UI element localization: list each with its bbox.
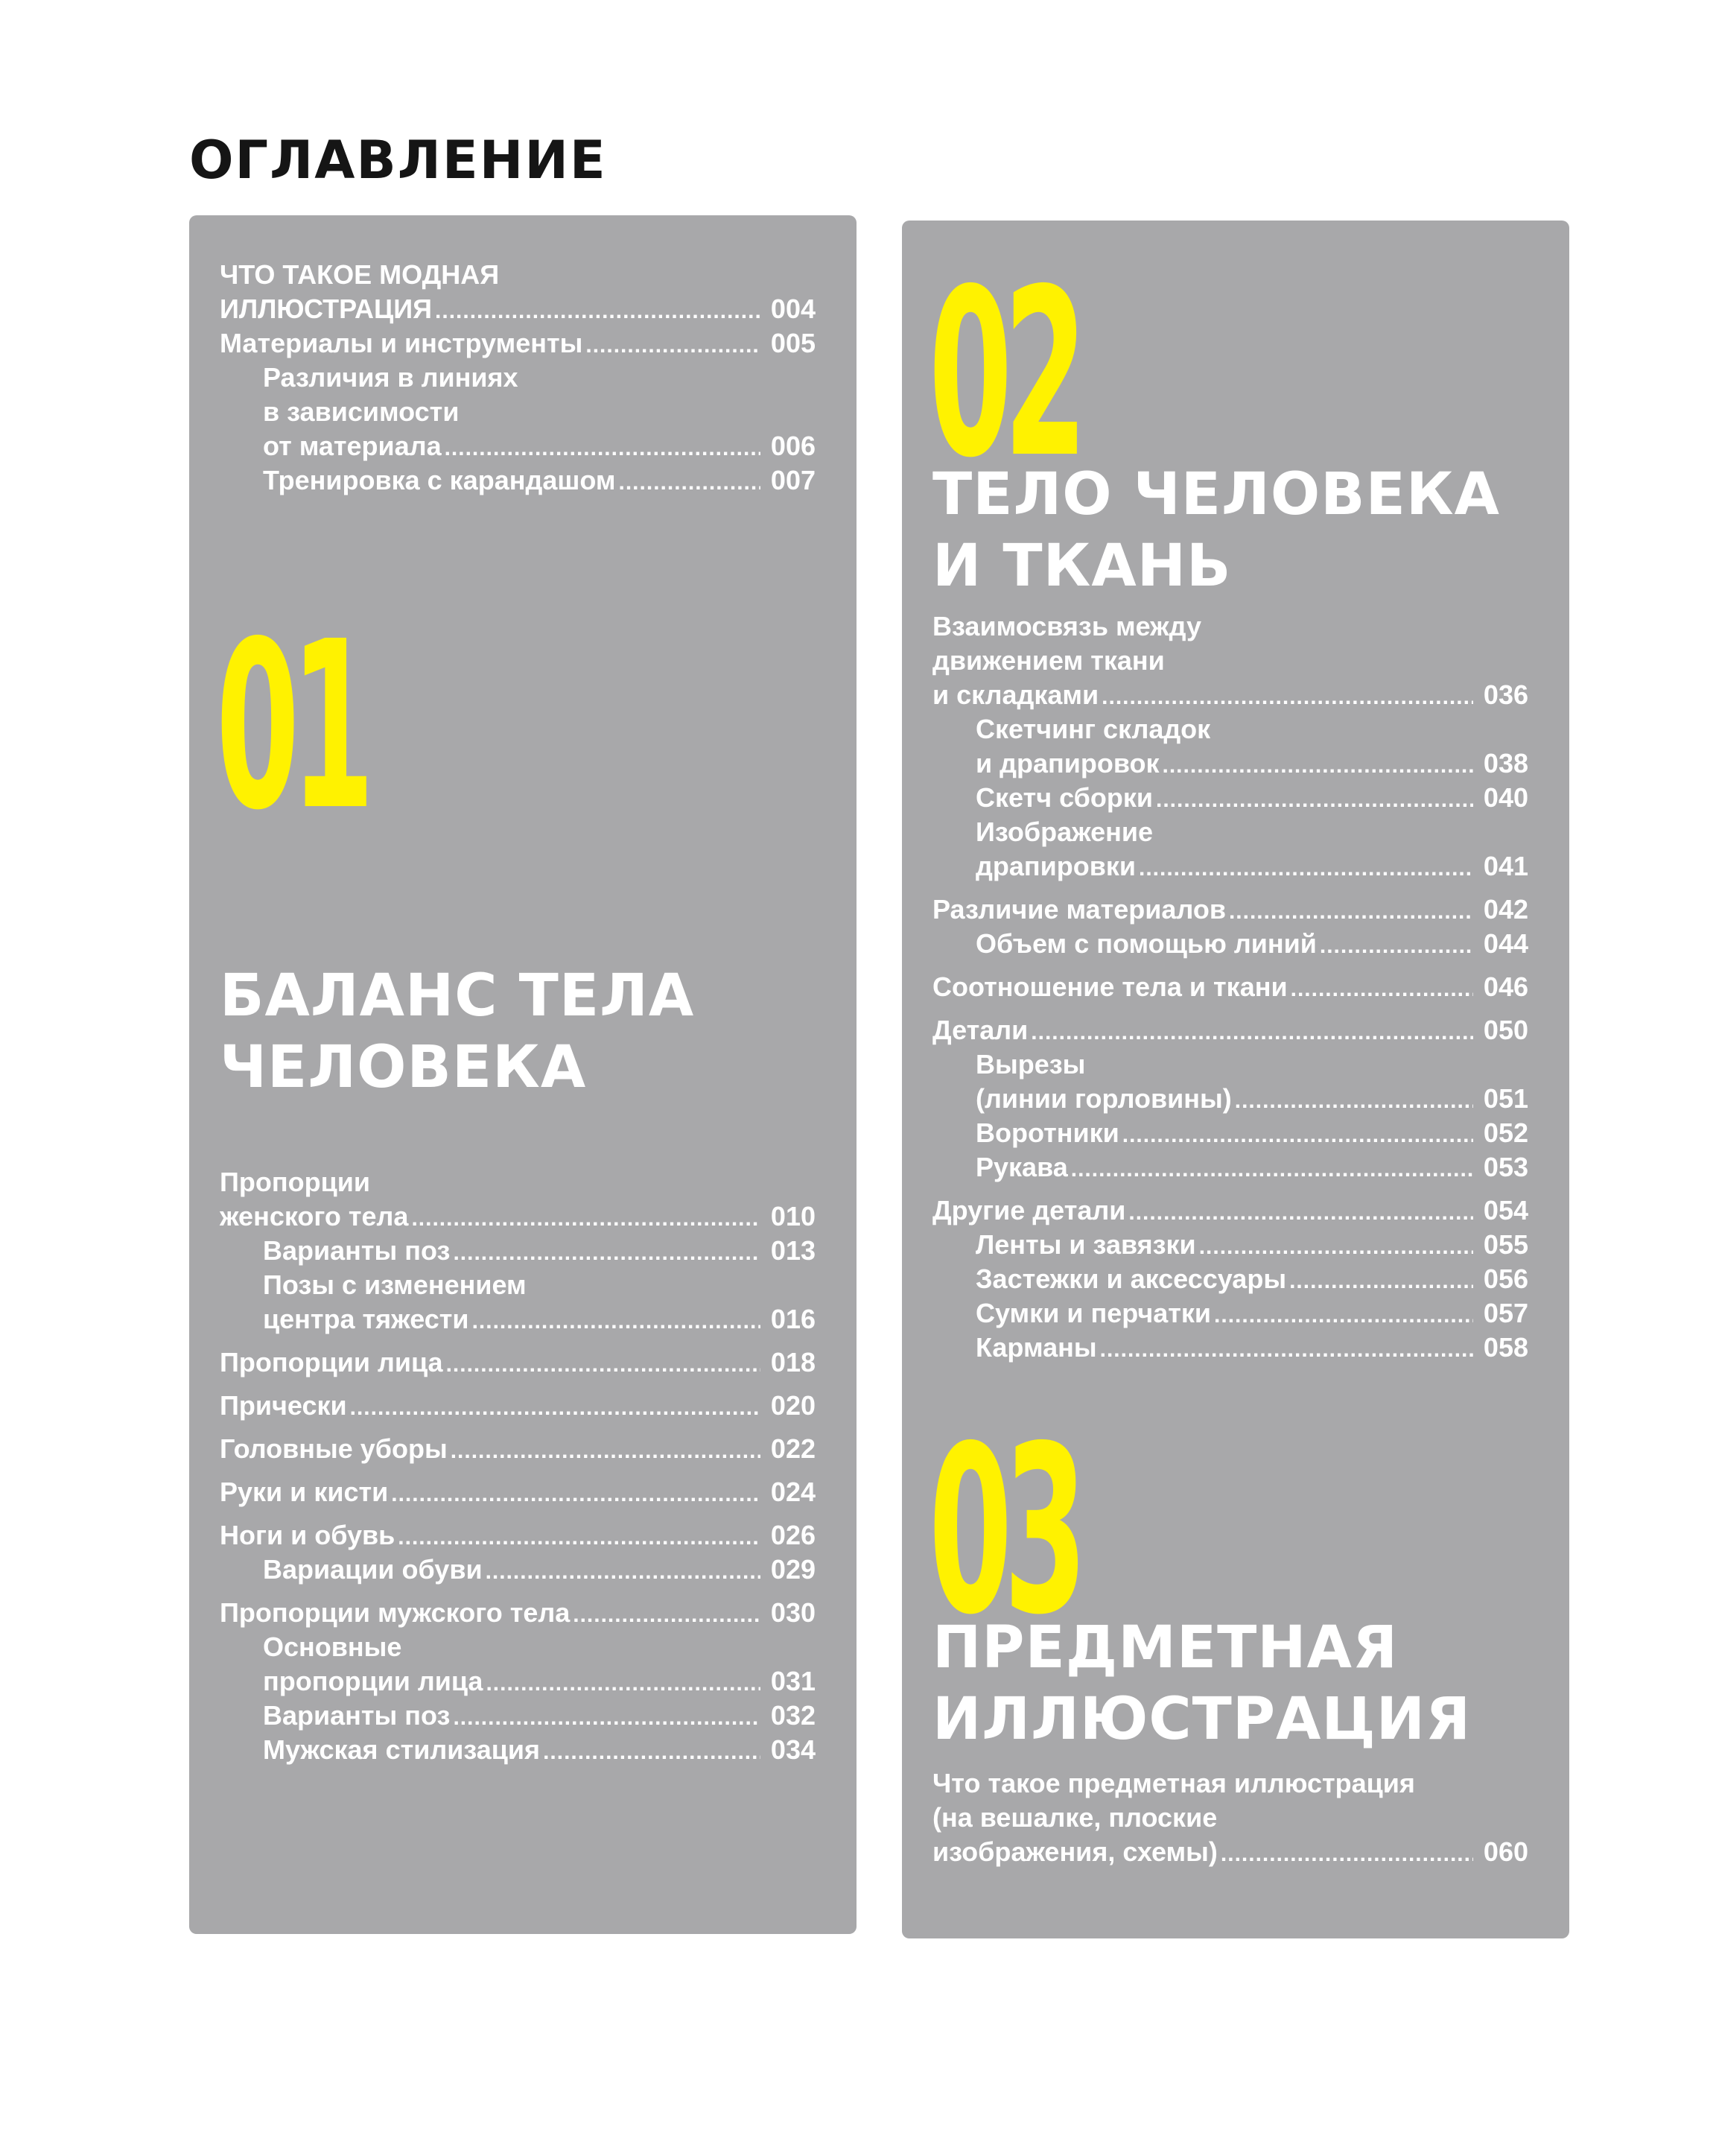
toc-entry-text: Позы с изменением bbox=[263, 1269, 527, 1300]
dot-leader bbox=[486, 1557, 760, 1587]
toc-entry-text: Мужская стилизация bbox=[263, 1734, 541, 1765]
toc-entry[interactable] bbox=[220, 1699, 816, 1733]
toc-entry-text: Объем с помощью линий bbox=[976, 928, 1317, 959]
group-gap bbox=[220, 1509, 816, 1518]
toc-entry[interactable] bbox=[932, 1150, 1528, 1185]
toc-entry-text: Различие материалов bbox=[932, 894, 1226, 925]
toc-entry[interactable] bbox=[932, 892, 1528, 927]
page-number: 020 bbox=[770, 1390, 816, 1421]
toc-entry[interactable] bbox=[932, 1013, 1528, 1047]
toc-entry-text: движением ткани bbox=[932, 645, 1165, 676]
toc-entry-text: Основные bbox=[263, 1632, 402, 1662]
toc-entry-text: в зависимости bbox=[263, 396, 460, 427]
toc-entry[interactable] bbox=[932, 1116, 1528, 1150]
toc-entry[interactable] bbox=[932, 1228, 1528, 1262]
page-number: 042 bbox=[1483, 894, 1528, 925]
chapter-01-title: БАЛАНС ТЕЛА ЧЕЛОВЕКА bbox=[220, 963, 695, 1101]
toc-entry[interactable] bbox=[932, 1262, 1528, 1296]
toc-entry-text: от материала bbox=[263, 431, 442, 461]
toc-entry[interactable] bbox=[220, 326, 816, 361]
page-number: 022 bbox=[770, 1433, 816, 1464]
toc-entry[interactable] bbox=[932, 970, 1528, 1004]
chapter-02-number: 02 bbox=[929, 240, 1079, 509]
toc-entry[interactable] bbox=[932, 1193, 1528, 1228]
toc-entry-text: Головные уборы bbox=[220, 1433, 448, 1464]
dot-leader bbox=[453, 1703, 760, 1733]
toc-entry-text: Застежки и аксессуары bbox=[976, 1264, 1287, 1294]
dot-leader bbox=[1128, 1198, 1473, 1228]
page-number: 044 bbox=[1483, 928, 1528, 959]
toc-entry[interactable] bbox=[220, 1234, 816, 1268]
page-number: 040 bbox=[1483, 782, 1528, 813]
toc-entry-line bbox=[932, 1047, 1528, 1082]
toc-entry[interactable] bbox=[220, 292, 816, 326]
toc-entry-line bbox=[220, 361, 816, 395]
page-number: 041 bbox=[1483, 851, 1528, 881]
chapter-02-entries bbox=[932, 609, 1528, 1365]
dot-leader bbox=[453, 1238, 760, 1268]
toc-entry-text: Соотношение тела и ткани bbox=[932, 971, 1288, 1002]
toc-entry-text: Взаимосвязь между bbox=[932, 611, 1201, 641]
dot-leader bbox=[435, 297, 760, 326]
toc-entry-line bbox=[220, 1630, 816, 1664]
toc-entry-text: центра тяжести bbox=[263, 1304, 469, 1334]
dot-leader bbox=[1031, 1018, 1473, 1047]
toc-entry-text: и складками bbox=[932, 679, 1099, 710]
page-number: 034 bbox=[770, 1734, 816, 1765]
dot-leader bbox=[1071, 1155, 1473, 1185]
toc-entry-text: (линии горловины) bbox=[976, 1083, 1232, 1114]
page-number: 038 bbox=[1483, 748, 1528, 779]
toc-entry-line bbox=[220, 258, 816, 292]
toc-entry-line bbox=[220, 1165, 816, 1199]
toc-entry[interactable] bbox=[220, 1596, 816, 1630]
toc-entry-line bbox=[932, 1801, 1528, 1835]
page-number: 032 bbox=[770, 1700, 816, 1731]
toc-entry[interactable] bbox=[932, 1296, 1528, 1331]
toc-entry[interactable] bbox=[932, 678, 1528, 712]
toc-entry[interactable] bbox=[932, 927, 1528, 961]
toc-entry-text: изображения, схемы) bbox=[932, 1836, 1218, 1867]
page-number: 013 bbox=[770, 1235, 816, 1266]
toc-entry[interactable] bbox=[932, 746, 1528, 781]
page-number: 005 bbox=[770, 328, 816, 358]
chapter-03-number: 03 bbox=[929, 1397, 1079, 1666]
page-number: 054 bbox=[1483, 1195, 1528, 1226]
dot-leader bbox=[486, 1669, 760, 1699]
toc-entry-text: Руки и кисти bbox=[220, 1477, 389, 1507]
page-number: 060 bbox=[1483, 1836, 1528, 1867]
page-number: 058 bbox=[1483, 1332, 1528, 1363]
toc-entry-text: Пропорции bbox=[220, 1167, 370, 1197]
toc-entry[interactable] bbox=[932, 1835, 1528, 1869]
dot-leader bbox=[1100, 1335, 1473, 1365]
toc-entry-text: (на вешалке, плоские bbox=[932, 1802, 1218, 1833]
toc-entry-text: Рукава bbox=[976, 1152, 1068, 1182]
dot-leader bbox=[585, 331, 760, 361]
page-number: 006 bbox=[770, 431, 816, 461]
dot-leader bbox=[1122, 1120, 1473, 1150]
toc-entry[interactable] bbox=[220, 463, 816, 498]
toc-entry-text: Варианты поз bbox=[263, 1700, 451, 1731]
page-number: 052 bbox=[1483, 1117, 1528, 1148]
toc-entry-text: Детали bbox=[932, 1015, 1029, 1045]
dot-leader bbox=[398, 1523, 760, 1553]
dot-leader bbox=[451, 1436, 760, 1466]
page-number: 004 bbox=[770, 294, 816, 324]
toc-entry[interactable] bbox=[220, 1345, 816, 1380]
group-gap bbox=[220, 1466, 816, 1475]
toc-entry-text: и драпировок bbox=[976, 748, 1160, 779]
dot-leader bbox=[1199, 1232, 1473, 1262]
dot-leader bbox=[1229, 897, 1473, 927]
dot-leader bbox=[1139, 854, 1473, 884]
dot-leader bbox=[1102, 682, 1473, 712]
intro-entries bbox=[220, 258, 816, 498]
page-number: 024 bbox=[770, 1477, 816, 1507]
page-number: 056 bbox=[1483, 1264, 1528, 1294]
dot-leader bbox=[573, 1600, 760, 1630]
dot-leader bbox=[446, 1350, 760, 1380]
group-gap bbox=[932, 961, 1528, 970]
toc-entry-text: Что такое предметная иллюстрация bbox=[932, 1768, 1415, 1798]
toc-entry-text: пропорции лица bbox=[263, 1666, 483, 1696]
page-number: 018 bbox=[770, 1347, 816, 1377]
toc-entry-text: драпировки bbox=[976, 851, 1136, 881]
dot-leader bbox=[543, 1737, 760, 1767]
toc-panel-right bbox=[902, 221, 1569, 1938]
page-number: 046 bbox=[1483, 971, 1528, 1002]
toc-entry-text: Вырезы bbox=[976, 1049, 1086, 1079]
toc-entry-text: Другие детали bbox=[932, 1195, 1126, 1226]
toc-entry-line bbox=[932, 644, 1528, 678]
group-gap bbox=[220, 1380, 816, 1389]
toc-entry[interactable] bbox=[220, 1518, 816, 1553]
page-number: 036 bbox=[1483, 679, 1528, 710]
dot-leader bbox=[1291, 974, 1473, 1004]
chapter-03-title: ПРЕДМЕТНАЯ ИЛЛЮСТРАЦИЯ bbox=[932, 1614, 1472, 1753]
group-gap bbox=[932, 1185, 1528, 1193]
dot-leader bbox=[391, 1480, 760, 1509]
page-number: 057 bbox=[1483, 1298, 1528, 1328]
toc-entry-line bbox=[932, 712, 1528, 746]
page-number: 016 bbox=[770, 1304, 816, 1334]
dot-leader bbox=[1289, 1266, 1473, 1296]
dot-leader bbox=[1221, 1839, 1473, 1869]
toc-entry-text: Материалы и инструменты bbox=[220, 328, 583, 358]
chapter-01-number: 01 bbox=[216, 592, 366, 861]
toc-entry-text: Прически bbox=[220, 1390, 347, 1421]
toc-entry-text: ИЛЛЮСТРАЦИЯ bbox=[220, 294, 433, 324]
toc-entry-text: Тренировка с карандашом bbox=[263, 465, 616, 495]
toc-entry-text: Изображение bbox=[976, 817, 1154, 847]
page-number: 053 bbox=[1483, 1152, 1528, 1182]
page-number: 026 bbox=[770, 1520, 816, 1550]
group-gap bbox=[220, 1337, 816, 1345]
dot-leader bbox=[445, 434, 760, 463]
page-number: 007 bbox=[770, 465, 816, 495]
toc-entry[interactable] bbox=[932, 1082, 1528, 1116]
chapter-02-title: ТЕЛО ЧЕЛОВЕКА И ТКАНЬ bbox=[932, 461, 1500, 600]
toc-entry-text: Сумки и перчатки bbox=[976, 1298, 1212, 1328]
toc-entry-text: Ленты и завязки bbox=[976, 1229, 1196, 1260]
toc-entry[interactable] bbox=[220, 1733, 816, 1767]
dot-leader bbox=[350, 1393, 760, 1423]
dot-leader bbox=[1214, 1301, 1473, 1331]
toc-entry[interactable] bbox=[220, 1475, 816, 1509]
toc-entry[interactable] bbox=[220, 429, 816, 463]
toc-entry-text: Пропорции лица bbox=[220, 1347, 443, 1377]
dot-leader bbox=[1320, 931, 1473, 961]
toc-entry[interactable] bbox=[220, 1389, 816, 1423]
toc-entry-line bbox=[220, 1268, 816, 1302]
page-number: 010 bbox=[770, 1201, 816, 1231]
group-gap bbox=[220, 1587, 816, 1596]
page-number: 051 bbox=[1483, 1083, 1528, 1114]
toc-entry[interactable] bbox=[932, 781, 1528, 815]
dot-leader bbox=[1156, 785, 1473, 815]
toc-entry[interactable] bbox=[220, 1199, 816, 1234]
toc-entry[interactable] bbox=[932, 849, 1528, 884]
page-number: 055 bbox=[1483, 1229, 1528, 1260]
group-gap bbox=[932, 1004, 1528, 1013]
toc-entry-text: Ноги и обувь bbox=[220, 1520, 395, 1550]
toc-entry[interactable] bbox=[932, 1331, 1528, 1365]
toc-entry-line bbox=[932, 815, 1528, 849]
toc-entry-text: Карманы bbox=[976, 1332, 1097, 1363]
dot-leader bbox=[619, 468, 760, 498]
toc-entry-text: женского тела bbox=[220, 1201, 409, 1231]
toc-entry-text: Воротники bbox=[976, 1117, 1119, 1148]
toc-entry-text: Скетч сборки bbox=[976, 782, 1154, 813]
toc-entry-text: Вариации обуви bbox=[263, 1554, 483, 1585]
toc-entry-line bbox=[932, 609, 1528, 644]
toc-entry-text: Варианты поз bbox=[263, 1235, 451, 1266]
toc-entry[interactable] bbox=[220, 1553, 816, 1587]
toc-entry-line bbox=[220, 395, 816, 429]
dot-leader bbox=[1235, 1086, 1473, 1116]
group-gap bbox=[932, 884, 1528, 892]
page-number: 050 bbox=[1483, 1015, 1528, 1045]
toc-panel-left bbox=[189, 215, 857, 1934]
toc-entry-line bbox=[932, 1766, 1528, 1801]
toc-entry-text: Различия в линиях bbox=[263, 362, 518, 393]
toc-entry[interactable] bbox=[220, 1664, 816, 1699]
toc-entry-text: Скетчинг складок bbox=[976, 714, 1211, 744]
chapter-01-entries bbox=[220, 1165, 816, 1767]
group-gap bbox=[220, 1423, 816, 1432]
chapter-03-entries bbox=[932, 1766, 1528, 1869]
toc-entry-text: ЧТО ТАКОЕ МОДНАЯ bbox=[220, 259, 500, 290]
dot-leader bbox=[1163, 751, 1473, 781]
toc-entry-text: Пропорции мужского тела bbox=[220, 1597, 571, 1628]
dot-leader bbox=[411, 1204, 760, 1234]
page-number: 031 bbox=[770, 1666, 816, 1696]
page-number: 029 bbox=[770, 1554, 816, 1585]
page-number: 030 bbox=[770, 1597, 816, 1628]
page-title: ОГЛАВЛЕНИЕ bbox=[189, 130, 607, 191]
toc-entry[interactable] bbox=[220, 1432, 816, 1466]
toc-entry[interactable] bbox=[220, 1302, 816, 1337]
dot-leader bbox=[472, 1307, 760, 1337]
